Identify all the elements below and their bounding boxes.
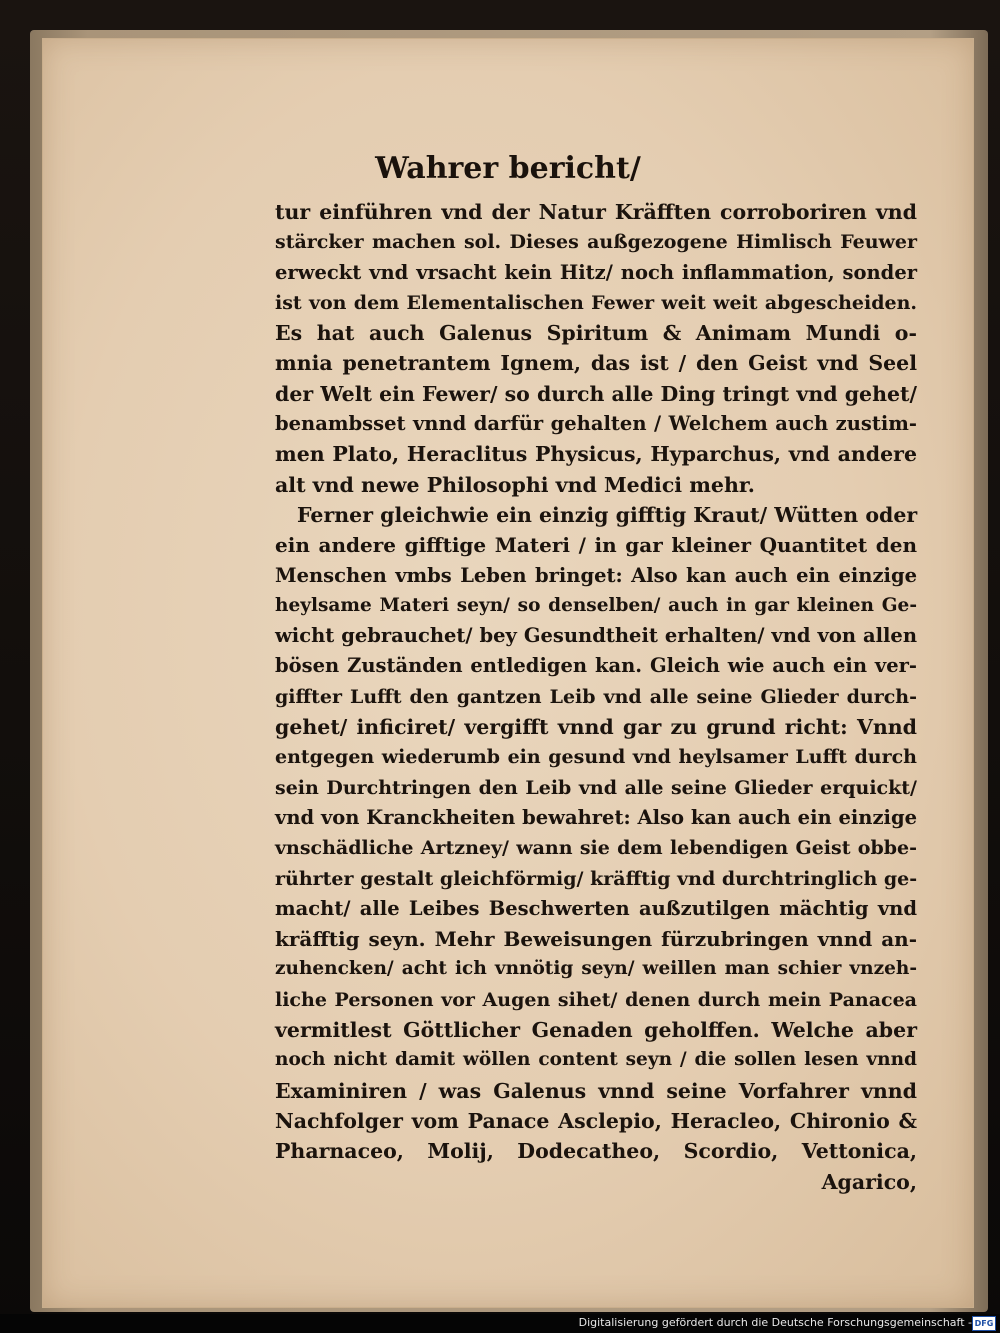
text-line: kräfftig seyn. Mehr Beweisungen fürzubringen vnnd an- bbox=[275, 927, 917, 952]
catchword: Agarico, bbox=[821, 1169, 917, 1194]
text-line: stärcker machen sol. Dieses außgezogene Himlisch Feuwer bbox=[275, 231, 917, 254]
text-line: giffter Lufft den gantzen Leib vnd alle seine Glieder durch- bbox=[275, 685, 917, 708]
funding-notice: Digitalisierung gefördert durch die Deutsche Forschungsgemeinschaft - bbox=[578, 1316, 972, 1329]
text-line: ist von dem Elementalischen Fewer weit weit abgescheiden. bbox=[275, 291, 917, 314]
text-line: Examiniren / was Galenus vnnd seine Vorfahrer vnnd bbox=[275, 1078, 917, 1103]
running-header: Wahrer bericht/ bbox=[375, 151, 641, 186]
text-line: der Welt ein Fewer/ so durch alle Ding tringt vnd gehet/ bbox=[275, 381, 917, 406]
text-line: zuhencken/ acht ich vnnötig seyn/ weillen man schier vnzeh- bbox=[275, 958, 917, 980]
text-line: sein Durchtringen den Leib vnd alle seine Glieder erquickt/ bbox=[275, 776, 917, 799]
document-page bbox=[42, 38, 974, 1308]
text-line: heylsame Materi seyn/ so denselben/ auch in gar kleinen Ge- bbox=[275, 594, 917, 616]
text-line: wicht gebrauchet/ bey Gesundtheit erhalten/ vnd von allen bbox=[275, 624, 917, 648]
text-line: Pharnaceo, Molij, Dodecatheo, Scordio, Vettonica, bbox=[275, 1139, 917, 1164]
text-line: Es hat auch Galenus Spiritum & Animam Mundi o- bbox=[275, 321, 917, 346]
text-line: Nachfolger vom Panace Asclepio, Heracleo, Chironio & bbox=[275, 1108, 917, 1133]
text-line: Menschen vmbs Leben bringet: Also kan auch ein einzige bbox=[275, 563, 917, 587]
text-line: benambsset vnnd darfür gehalten / Welchem auch zustim- bbox=[275, 412, 917, 436]
text-line: bösen Zuständen entledigen kan. Gleich wie auch ein ver- bbox=[275, 654, 917, 678]
text-line: entgegen wiederumb ein gesund vnd heylsamer Lufft durch bbox=[275, 746, 917, 769]
dfg-logo bbox=[972, 1316, 996, 1331]
text-line: erweckt vnd vrsacht kein Hitz/ noch inflammation, sonder bbox=[275, 260, 917, 284]
text-line: noch nicht damit wöllen content seyn / die sollen lesen vnnd bbox=[275, 1049, 917, 1071]
text-line: gehet/ inficiret/ vergifft vnnd gar zu grund richt: Vnnd bbox=[275, 715, 917, 740]
text-line: liche Personen vor Augen sihet/ denen durch mein Panacea bbox=[275, 988, 917, 1011]
dfg-logo-text: DFG bbox=[974, 1319, 994, 1328]
text-line: vnd von Kranckheiten bewahret: Also kan auch ein einzige bbox=[275, 805, 917, 829]
text-line: men Plato, Heraclitus Physicus, Hyparchus, vnd andere bbox=[275, 442, 917, 467]
text-line: vermitlest Göttlicher Genaden geholffen. Welche aber bbox=[275, 1018, 917, 1043]
text-line: Ferner gleichwie ein einzig gifftig Kraut/ Wütten oder bbox=[297, 502, 918, 527]
text-line: ein andere gifftige Materi / in gar kleiner Quantitet den bbox=[275, 533, 917, 558]
digitization-footer bbox=[0, 1314, 1000, 1333]
text-line: alt vnd newe Philosophi vnd Medici mehr. bbox=[275, 472, 755, 497]
body-text bbox=[275, 197, 917, 1197]
text-line: tur einführen vnd der Natur Kräfften corroboriren vnd bbox=[275, 200, 917, 224]
text-line: rührter gestalt gleichförmig/ kräfftig vnd durchtringlich ge- bbox=[275, 867, 918, 890]
text-line: mnia penetrantem Ignem, das ist / den Geist vnd Seel bbox=[275, 351, 917, 376]
text-line: macht/ alle Leibes Beschwerten außzutilgen mächtig vnd bbox=[275, 896, 917, 920]
text-line: vnschädliche Artzney/ wann sie dem lebendigen Geist obbe- bbox=[275, 837, 917, 860]
